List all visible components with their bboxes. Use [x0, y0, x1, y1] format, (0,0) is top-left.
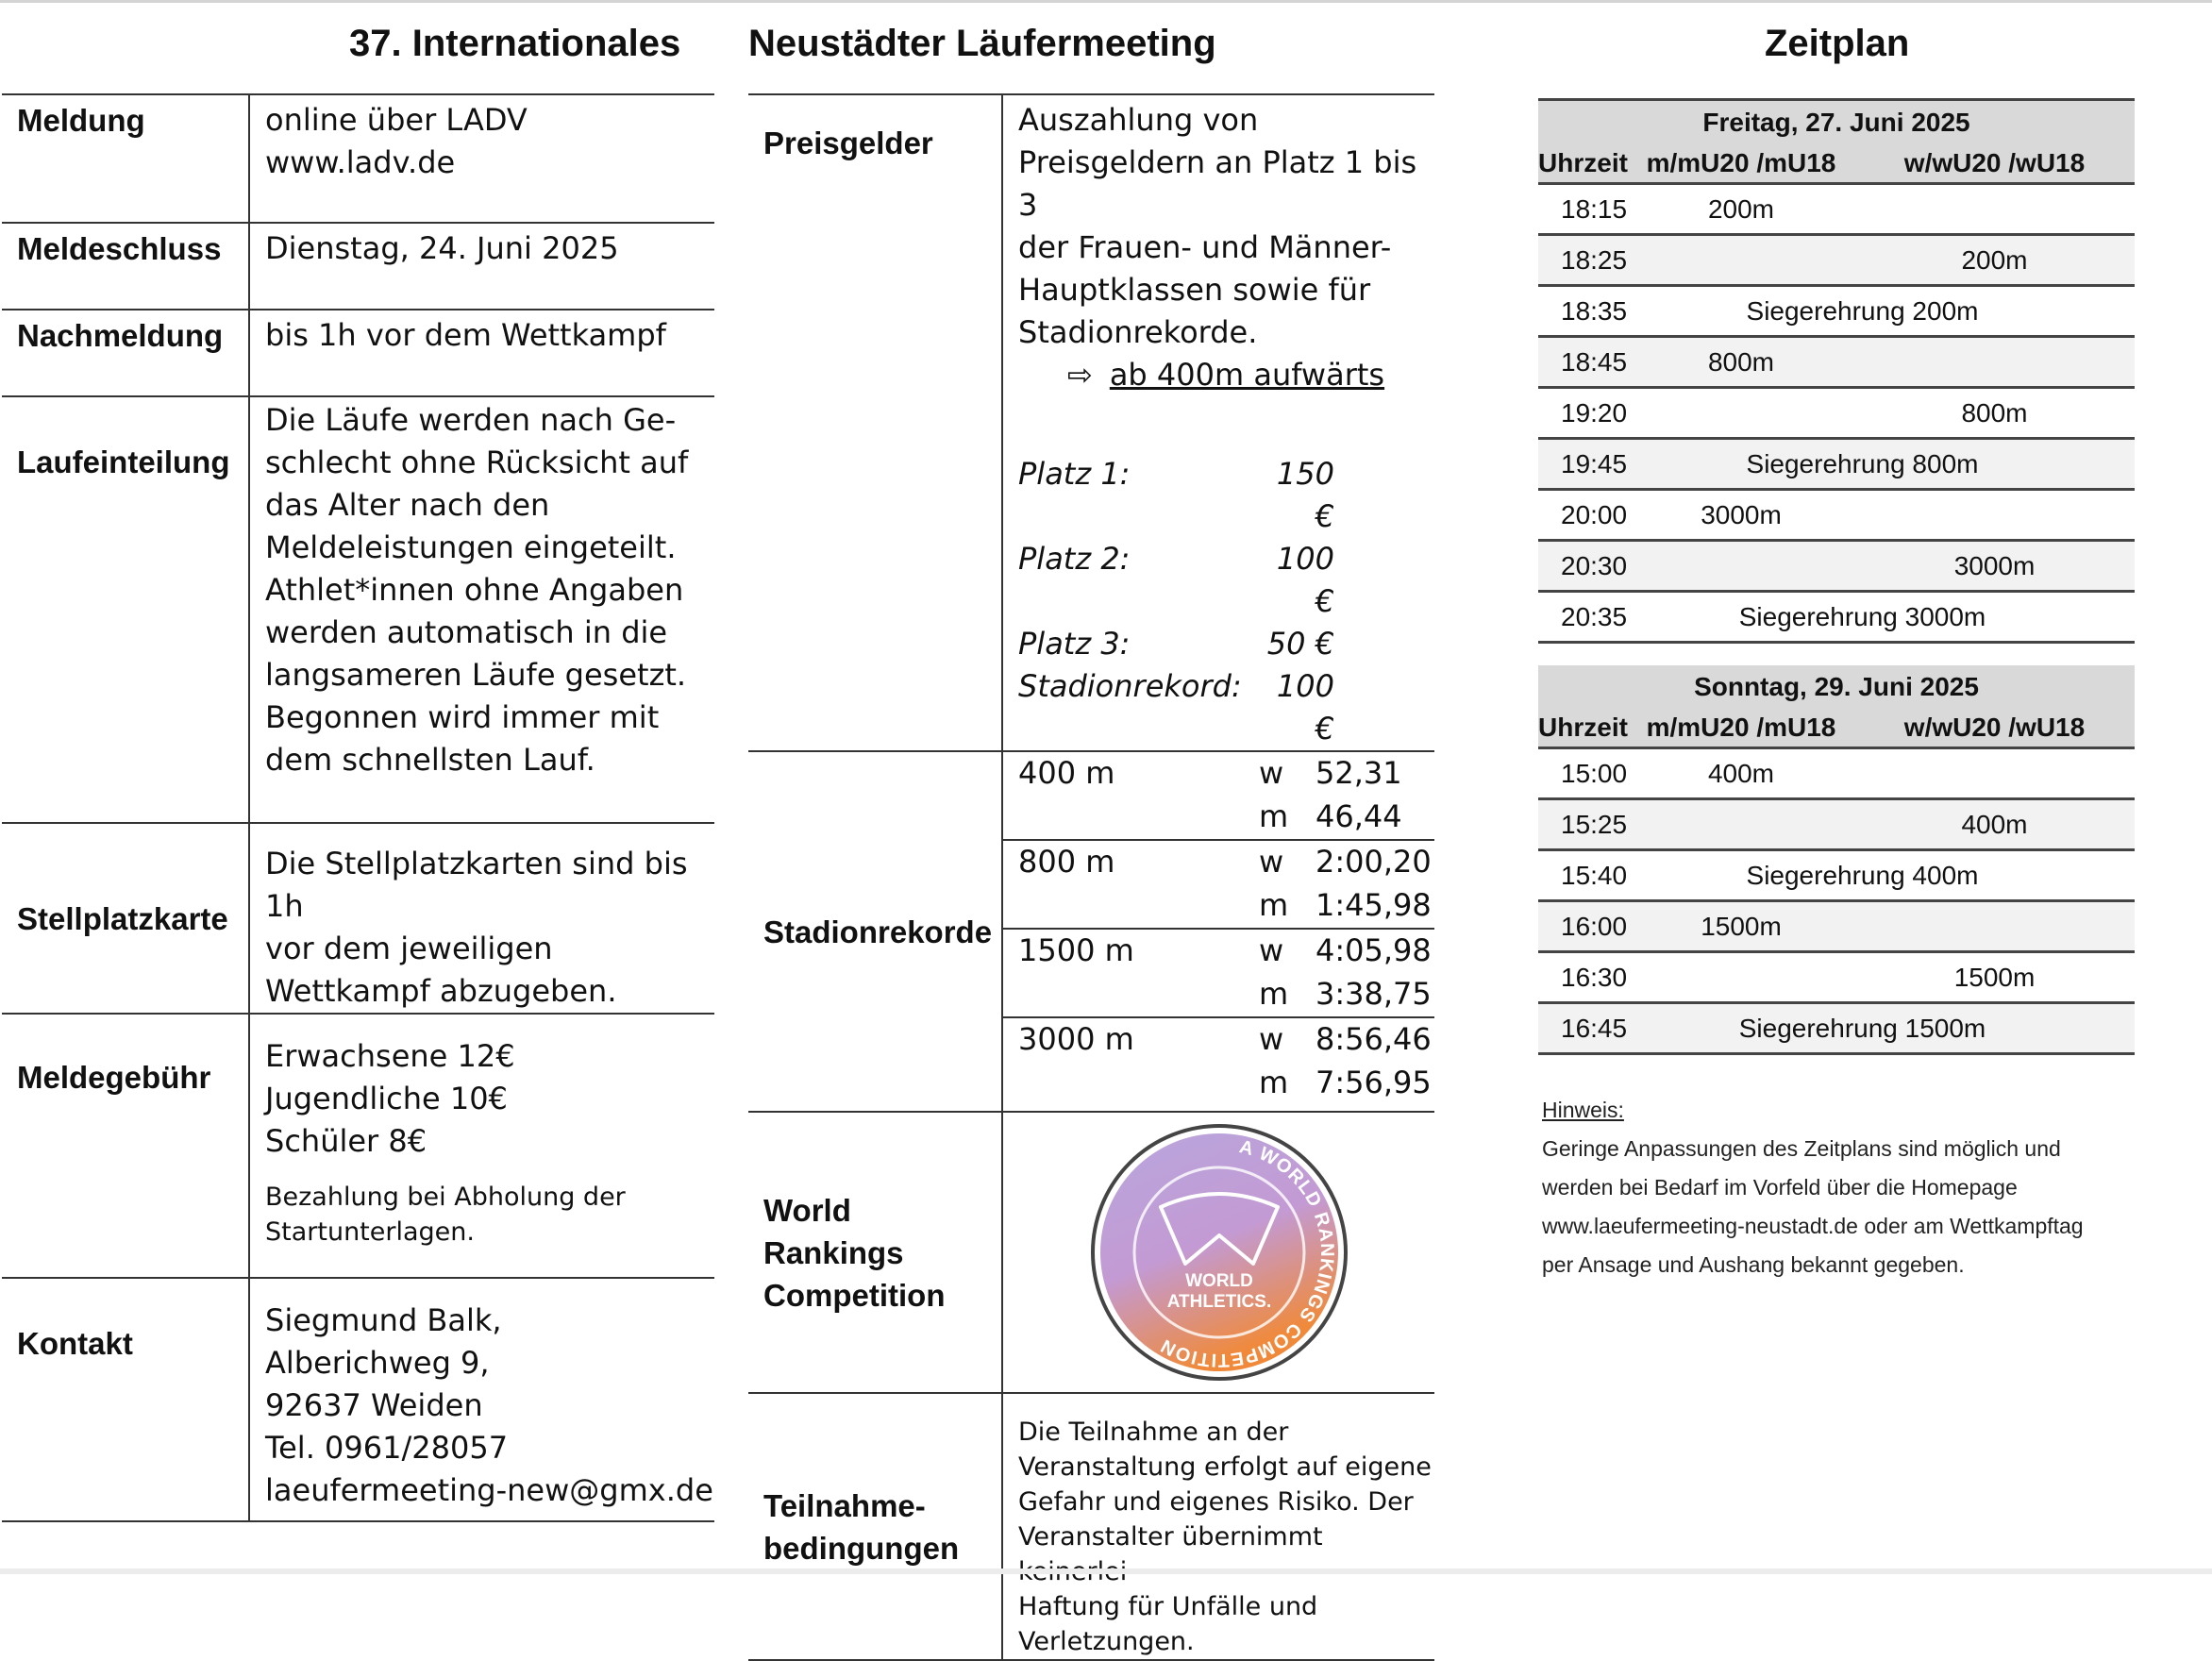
schedule-header — [1538, 709, 2135, 748]
text-line: Die Läufe werden nach Ge- — [265, 402, 677, 438]
fee-pupils: Schüler 8€ — [265, 1123, 427, 1159]
arrow-icon: ⇨ — [1067, 357, 1093, 393]
record-row: m 46,44 — [1259, 798, 1402, 834]
text-line: Die Stellplatzkarten sind bis 1h — [265, 846, 688, 924]
value-preisgelder — [1002, 94, 1434, 751]
row-wrc — [748, 1112, 1434, 1393]
schedule-row: 16:00 1500m — [1538, 901, 2135, 952]
heading-schedule: Zeitplan — [1765, 23, 1910, 64]
row-laufeinteilung — [2, 396, 714, 823]
label-meldegebuehr: Meldegebühr — [2, 1014, 249, 1278]
contact-name: Siegmund Balk, — [265, 1302, 502, 1338]
payment-note: Bezahlung bei Abholung der — [265, 1183, 626, 1212]
text-line: Preisgeldern an Platz 1 bis 3 — [1018, 144, 1417, 223]
value-meldung — [249, 94, 714, 223]
schedule-row: 16:30 1500m — [1538, 952, 2135, 1003]
text-line: Begonnen wird immer mit — [265, 699, 660, 735]
heading-left: 37. Internationales — [349, 23, 681, 64]
value-meldegebuehr — [249, 1014, 714, 1278]
col-women: w/wU20 /wU18 — [1854, 144, 2135, 184]
label-stadionrekorde: Stadionrekorde — [748, 751, 1002, 1112]
meldung-url[interactable]: www.ladv.de — [265, 144, 456, 180]
schedule-row: 20:00 3000m — [1538, 490, 2135, 541]
col-time: Uhrzeit — [1538, 144, 1628, 184]
row-nachmeldung — [2, 310, 714, 396]
label-meldeschluss: Meldeschluss — [2, 223, 249, 310]
row-teilnahme — [748, 1393, 1434, 1660]
schedule-row: 19:20 800m — [1538, 388, 2135, 439]
top-border — [0, 0, 2212, 3]
schedule-row: 18:15 200m — [1538, 184, 2135, 235]
contact-street: Alberichweg 9, — [265, 1345, 490, 1381]
note-line: werden bei Bedarf im Vorfeld über die Homepage — [1542, 1175, 2018, 1200]
text-line: Haftung für Unfälle und — [1018, 1592, 1318, 1621]
label-wrc: World Rankings Competition — [748, 1112, 1002, 1393]
schedule-row: 16:45 Siegerehrung 1500m — [1538, 1003, 2135, 1054]
text-line: werden automatisch in die — [265, 614, 668, 650]
note-line: Geringe Anpassungen des Zeitplans sind möglich und — [1542, 1136, 2061, 1161]
value-nachmeldung — [249, 310, 714, 396]
badge-ring-text: A WORLD RANKINGS COMPETITION — [1156, 1136, 1337, 1371]
record-row: 3000 m w 8:56,46 — [1003, 1017, 1434, 1062]
row-meldung — [2, 94, 714, 223]
contact-email[interactable]: laeufermeeting-new@gmx.de — [265, 1472, 713, 1508]
value-wrc — [1002, 1112, 1434, 1393]
schedule-note — [1542, 1091, 2146, 1284]
text-line: Verletzungen. — [1018, 1627, 1195, 1656]
schedule-row: 18:45 800m — [1538, 337, 2135, 388]
heading-middle: Neustädter Läufermeeting — [748, 23, 1216, 64]
records-subtable — [1003, 752, 1434, 1105]
text-line: Die Teilnahme an der — [1018, 1418, 1289, 1447]
schedule-table-friday — [1538, 144, 2135, 644]
meldung-line: online über LADV — [265, 102, 528, 138]
text-line: Meldeleistungen eingeteilt. — [265, 529, 677, 565]
meldeschluss-date: Dienstag, 24. Juni 2025 — [265, 230, 619, 266]
record-row: m 1:45,98 — [1259, 887, 1432, 923]
badge-center-2: ATHLETICS. — [1166, 1292, 1271, 1312]
prize-row: Platz 1: 150 € — [1018, 456, 1334, 534]
text-line: Wettkampf abzugeben. — [265, 973, 617, 1009]
note-line: per Ansage und Aushang bekannt gegeben. — [1542, 1252, 1965, 1277]
prize-records-table — [748, 93, 1434, 1661]
text-line: Hauptklassen sowie für — [1018, 272, 1371, 308]
badge-center-1: WORLD — [1184, 1271, 1253, 1291]
text-line: schlecht ohne Rücksicht auf — [265, 445, 689, 480]
text-line: langsameren Läufe gesetzt. — [265, 657, 687, 693]
schedule-table-sunday — [1538, 709, 2135, 1055]
record-row: 1500 m w 4:05,98 — [1003, 929, 1434, 973]
prize-row: Platz 2: 100 € — [1018, 541, 1334, 619]
schedule-row: 18:35 Siegerehrung 200m — [1538, 286, 2135, 337]
schedule-row: 15:40 Siegerehrung 400m — [1538, 850, 2135, 901]
text-line: Auszahlung von — [1018, 102, 1259, 138]
prize-row: Stadionrekord: 100 € — [1018, 668, 1334, 747]
col-women: w/wU20 /wU18 — [1854, 709, 2135, 748]
text-line: vor dem jeweiligen — [265, 931, 553, 966]
label-meldung: Meldung — [2, 94, 249, 223]
col-time: Uhrzeit — [1538, 709, 1628, 748]
record-row: m 3:38,75 — [1259, 976, 1432, 1012]
value-stadionrekorde — [1002, 751, 1434, 1112]
label-teilnahme: Teilnahme- bedingungen — [748, 1393, 1002, 1660]
note-heading: Hinweis: — [1542, 1098, 1624, 1122]
col-men: m/mU20 /mU18 — [1628, 709, 1854, 748]
arrow-text: ab 400m aufwärts — [1109, 357, 1385, 393]
bottom-border — [0, 1569, 2212, 1574]
row-stellplatzkarte — [2, 823, 714, 1014]
info-table — [2, 93, 714, 1522]
schedule-row: 20:30 3000m — [1538, 541, 2135, 592]
nachmeldung-text: bis 1h vor dem Wettkampf — [265, 317, 666, 353]
schedule-row: 15:25 400m — [1538, 799, 2135, 850]
schedule-row: 15:00 400m — [1538, 748, 2135, 799]
schedule-row: 18:25 200m — [1538, 235, 2135, 286]
row-preisgelder — [748, 94, 1434, 751]
note-url[interactable]: www.laeufermeeting-neustadt.de oder am Wettkampftag — [1542, 1214, 2084, 1238]
fee-adults: Erwachsene 12€ — [265, 1038, 515, 1074]
text-line: Athlet*innen ohne Angaben — [265, 572, 684, 608]
value-laufeinteilung — [249, 396, 714, 823]
text-line: Stadionrekorde. — [1018, 314, 1258, 350]
label-laufeinteilung: Laufeinteilung — [2, 396, 249, 823]
payment-note: Startunterlagen. — [265, 1217, 475, 1247]
value-teilnahme — [1002, 1393, 1434, 1660]
prize-row: Platz 3: 50 € — [1018, 626, 1334, 662]
world-athletics-badge-icon — [1087, 1120, 1351, 1384]
text-line: das Alter nach den — [265, 487, 550, 523]
label-preisgelder: Preisgelder — [748, 94, 1002, 751]
fee-youth: Jugendliche 10€ — [265, 1081, 508, 1116]
text-line: Veranstalter übernimmt — [1018, 1522, 1323, 1552]
value-meldeschluss — [249, 223, 714, 310]
label-kontakt: Kontakt — [2, 1278, 249, 1521]
schedule-row: 19:45 Siegerehrung 800m — [1538, 439, 2135, 490]
row-meldegebuehr — [2, 1014, 714, 1278]
text-line: der Frauen- und Männer- — [1018, 229, 1392, 265]
value-kontakt — [249, 1278, 714, 1521]
row-kontakt — [2, 1278, 714, 1521]
day-title-sunday: Sonntag, 29. Juni 2025 — [1538, 665, 2135, 709]
text-line: Veranstaltung erfolgt auf eigene — [1018, 1452, 1432, 1482]
text-line: Gefahr und eigenes Risiko. Der — [1018, 1487, 1414, 1517]
contact-phone: Tel. 0961/28057 — [265, 1430, 509, 1466]
schedule-row: 20:35 Siegerehrung 3000m — [1538, 592, 2135, 643]
col-men: m/mU20 /mU18 — [1628, 144, 1854, 184]
contact-city: 92637 Weiden — [265, 1387, 483, 1423]
text-line: dem schnellsten Lauf. — [265, 742, 595, 778]
schedule-header — [1538, 144, 2135, 184]
record-row: m 7:56,95 — [1259, 1065, 1432, 1100]
record-row: 400 m w 52,31 — [1018, 755, 1402, 791]
label-stellplatzkarte: Stellplatzkarte — [2, 823, 249, 1014]
day-title-friday: Freitag, 27. Juni 2025 — [1538, 101, 2135, 144]
arrow-line — [1018, 354, 1434, 396]
value-stellplatzkarte — [249, 823, 714, 1014]
label-nachmeldung: Nachmeldung — [2, 310, 249, 396]
row-stadionrekorde — [748, 751, 1434, 1112]
row-meldeschluss — [2, 223, 714, 310]
record-row: 800 m w 2:00,20 — [1003, 840, 1434, 884]
